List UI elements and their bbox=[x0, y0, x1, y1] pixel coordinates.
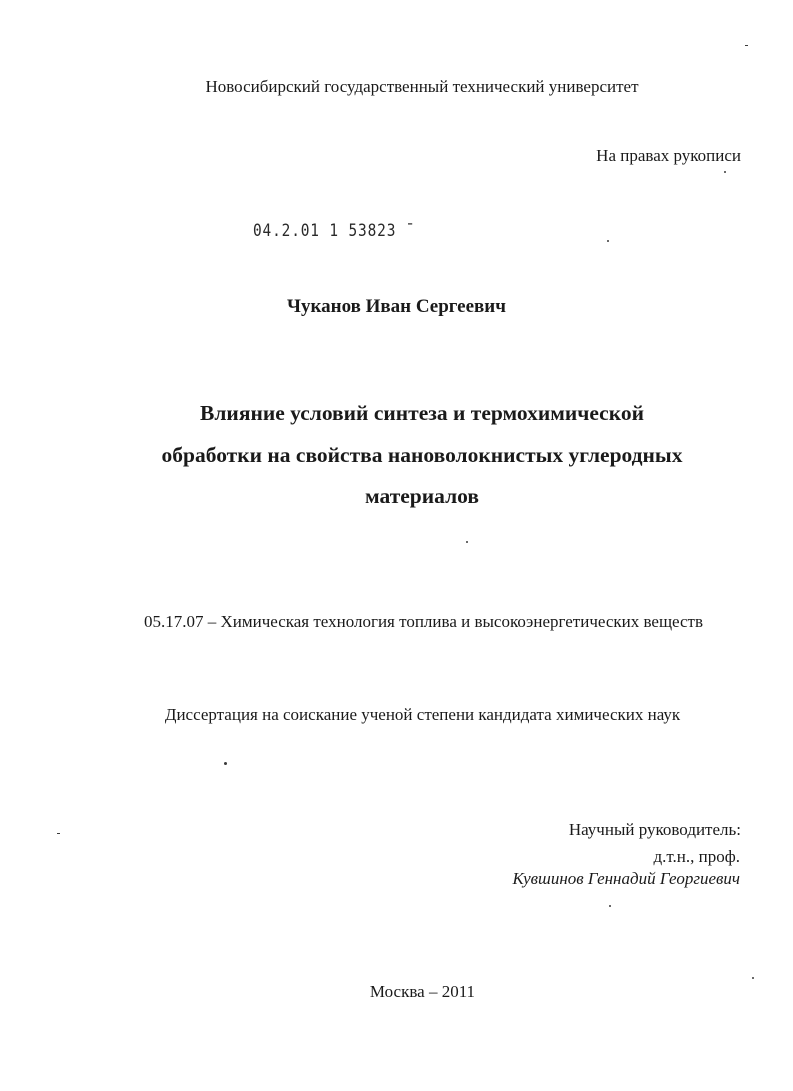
advisor-name: Кувшинов Геннадий Георгиевич bbox=[512, 869, 740, 888]
specialty-code: 05.17.07 – Химическая технология топлива и высокоэнергетических веществ bbox=[143, 612, 704, 631]
scan-speck bbox=[752, 977, 754, 979]
manuscript-note: На правах рукописи bbox=[596, 146, 741, 165]
scan-speck bbox=[724, 171, 726, 173]
scan-speck bbox=[745, 45, 748, 46]
advisor-label: Научный руководитель: bbox=[568, 820, 741, 839]
author-name: Чуканов Иван Сергеевич bbox=[287, 296, 506, 317]
scan-speck bbox=[466, 541, 468, 543]
city-year: Москва – 2011 bbox=[369, 982, 476, 1001]
scan-speck bbox=[57, 833, 60, 834]
title-line: материалов bbox=[365, 484, 479, 508]
scan-speck bbox=[609, 905, 611, 907]
registry-number-stamp: 04.2.01 1 53823 ˉ bbox=[253, 221, 416, 241]
university-name: Новосибирский государственный технический университет bbox=[205, 77, 639, 96]
degree-statement: Диссертация на соискание ученой степени кандидата химических наук bbox=[164, 705, 681, 724]
advisor-rank: д.т.н., проф. bbox=[653, 847, 740, 866]
scan-speck bbox=[607, 240, 609, 242]
title-line: Влияние условий синтеза и термохимической bbox=[200, 401, 644, 425]
title-line: обработки на свойства нановолокнистых углеродных bbox=[161, 443, 683, 467]
scan-speck bbox=[224, 762, 227, 765]
